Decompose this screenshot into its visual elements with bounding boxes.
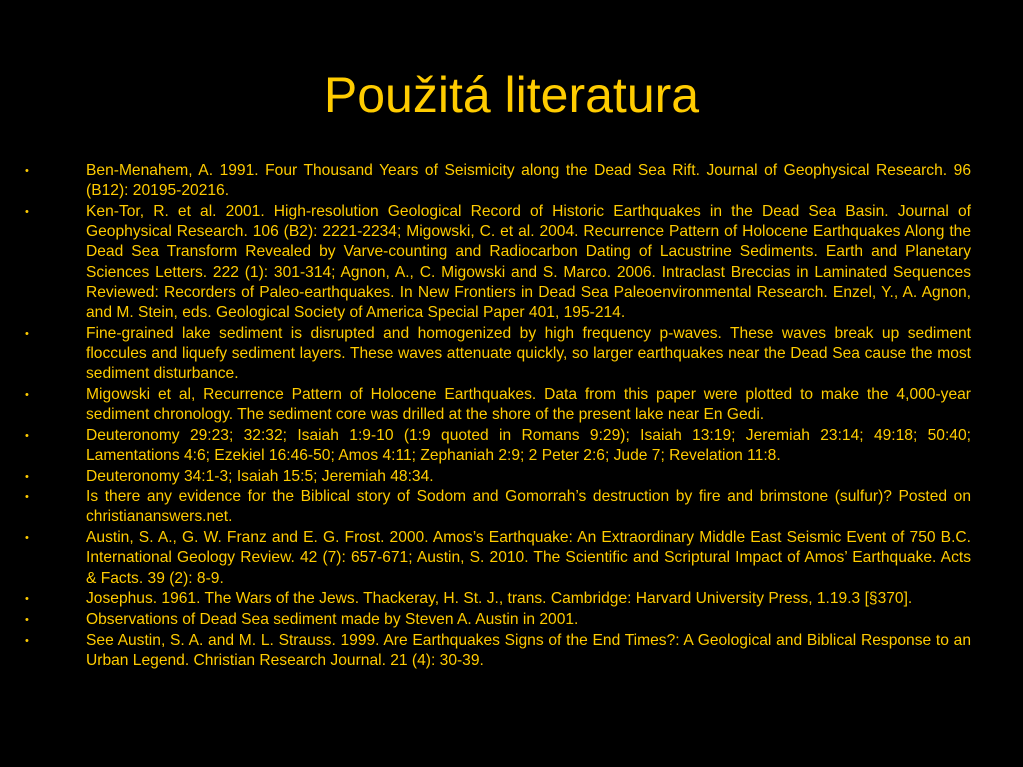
list-item (25, 202, 971, 323)
bullet-icon: • (25, 491, 29, 504)
list-item (25, 610, 971, 630)
bullet-icon: • (25, 327, 29, 340)
list-item (25, 426, 971, 466)
reference-text: Migowski et al, Recurrence Pattern of Holocene Earthquakes. Data from this paper were plotted to make the 4,000-year sediment chronology. The sediment core was drilled at the shore of the present lake near En Gedi. (86, 385, 971, 423)
list-item (25, 487, 971, 527)
reference-text: Observations of Dead Sea sediment made by Steven A. Austin in 2001. (86, 610, 579, 628)
reference-text: Fine-grained lake sediment is disrupted and homogenized by high frequency p-waves. These waves break up sediment floccules and liquefy sediment layers. These waves attenuate quickly, so larger earthquakes near the Dead Sea cause the most sediment disturbance. (86, 324, 971, 383)
reference-text: Ben-Menahem, A. 1991. Four Thousand Years of Seismicity along the Dead Sea Rift. Journal of Geophysical Research. 96 (B12): 20195-20216. (86, 162, 971, 200)
list-item (25, 161, 971, 201)
reference-text: Josephus. 1961. The Wars of the Jews. Thackeray, H. St. J., trans. Cambridge: Harvard University Press, 1.19.3 [§370]. (86, 590, 913, 608)
reference-text: See Austin, S. A. and M. L. Strauss. 1999. Are Earthquakes Signs of the End Times?: A Geological and Biblical Response to an Urban Legend. Christian Research Journal. 21 (4): 30-39. (86, 631, 971, 669)
list-item (25, 528, 971, 589)
list-item (25, 324, 971, 385)
list-item (25, 467, 971, 487)
bullet-icon: • (25, 532, 29, 545)
reference-text: Deuteronomy 29:23; 32:32; Isaiah 1:9-10 (1:9 quoted in Romans 9:29); Isaiah 13:19; Jeremiah 23:14; 49:18; 50:40; Lamentations 4:6; Ezekiel 16:46-50; Amos 4:11; Zephaniah 2:9; 2 Peter 2:6; Jude 7; Revelation 11:8. (86, 426, 971, 464)
bullet-icon: • (25, 634, 29, 647)
list-item (25, 589, 971, 609)
bullet-icon: • (25, 205, 29, 218)
reference-text: Austin, S. A., G. W. Franz and E. G. Frost. 2000. Amos’s Earthquake: An Extraordinary Middle East Seismic Event of 750 B.C. International Geology Review. 42 (7): 657-671; Austin, S. 2010. The Scientific and Scriptural Impact of Amos’ Earthquake. Acts & Facts. 39 (2): 8-9. (86, 529, 971, 587)
slide-title: Použitá literatura (323, 67, 700, 123)
bullet-icon: • (25, 470, 29, 483)
bullet-icon: • (25, 429, 29, 442)
bullet-icon: • (25, 165, 29, 177)
bullet-icon: • (25, 388, 29, 401)
reference-text: Ken-Tor, R. et al. 2001. High-resolution Geological Record of Historic Earthquakes in the Dead Sea Basin. Journal of Geophysical Research. 106 (B2): 2221-2234; Migowski, C. et al. 2004. Recurrence Pattern of Holocene Earthquakes Along the Dead Sea Transform Revealed by Varve-counting and Radiocarbon Dating of Lacustrine Sediments. Earth and Planetary Sciences Letters. 222 (1): 301-314; Agnon, A., C. Migowski and S. Marco. 2006. Intraclast Breccias in Laminated Sequences Reviewed: Recorders of Paleo-earthquakes. In New Frontiers in Dead Sea Paleoenvironmental Research. Enzel, Y., A. Agnon, and M. Stein, eds. Geological Society of America Special Paper 401, 195-214. (86, 202, 971, 321)
bullet-icon: • (25, 593, 29, 606)
reference-text: Deuteronomy 34:1-3; Isaiah 15:5; Jeremiah 48:34. (86, 467, 434, 485)
reference-text: Is there any evidence for the Biblical story of Sodom and Gomorrah’s destruction by fire and brimstone (sulfur)? Posted on christiananswers.net. (86, 488, 971, 526)
reference-list (25, 161, 971, 672)
list-item (25, 631, 971, 671)
bullet-icon: • (25, 613, 29, 626)
list-item (25, 385, 971, 425)
